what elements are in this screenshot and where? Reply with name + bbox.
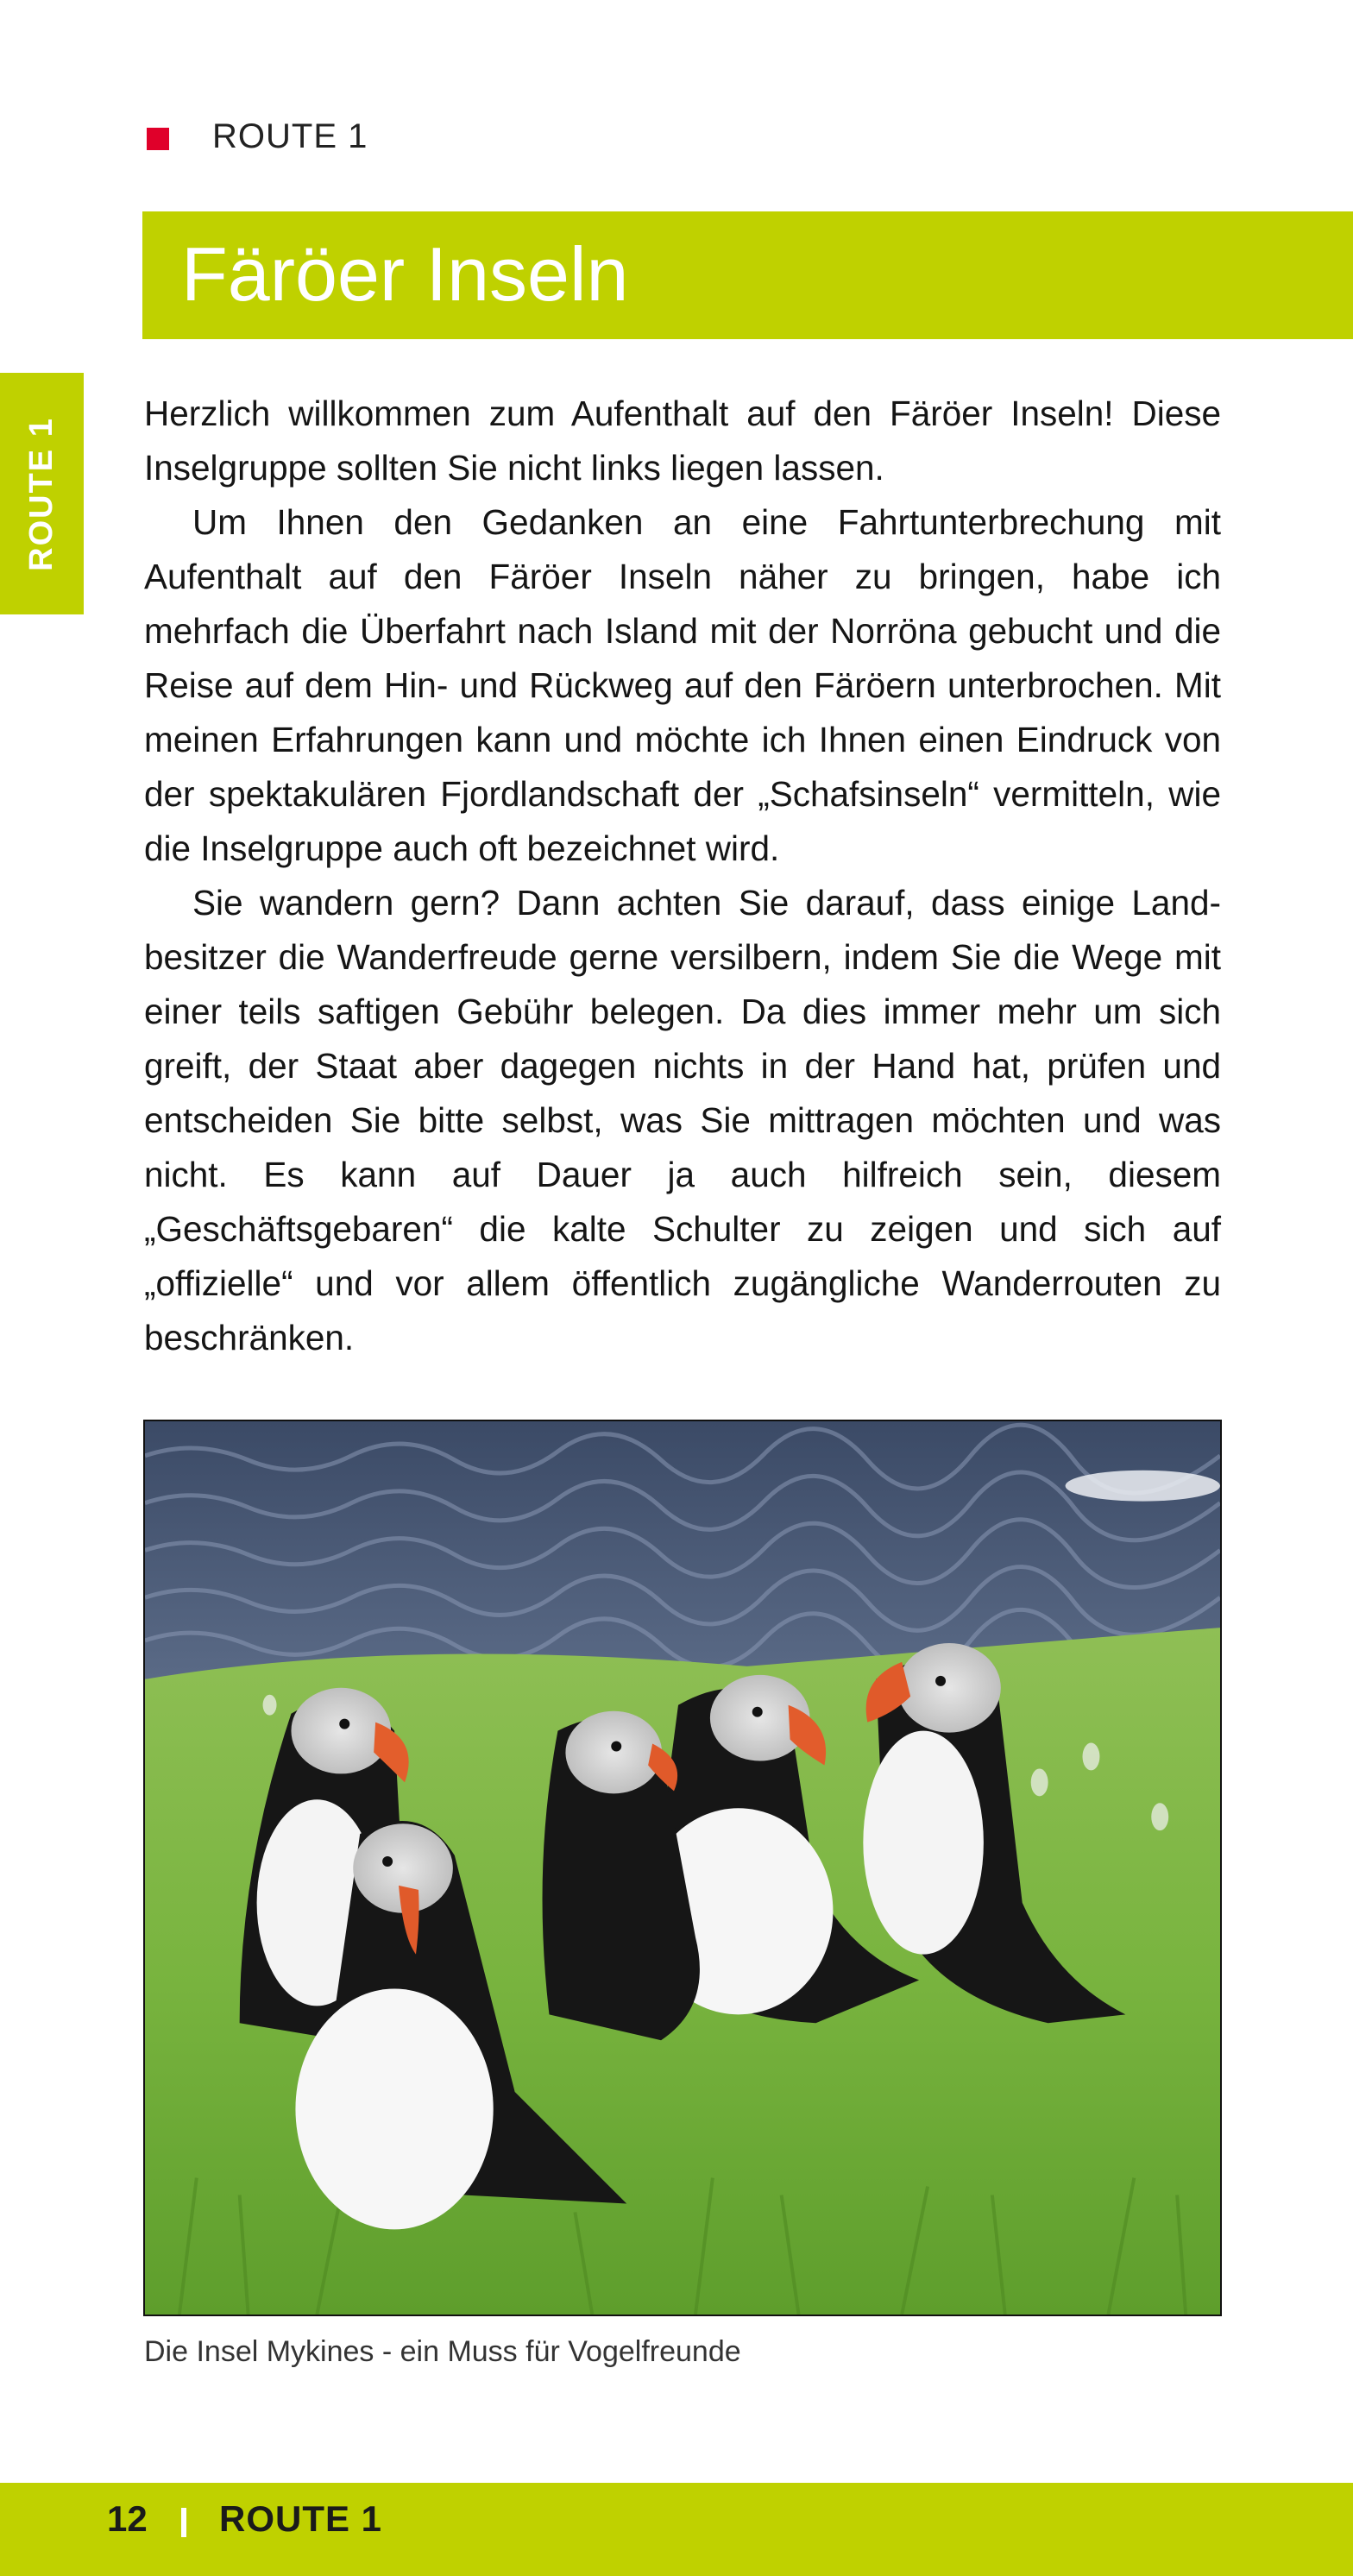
photo-caption: Die Insel Mykines - ein Muss für Vogelfreunde (144, 2335, 741, 2368)
paragraph-1: Herzlich willkommen zum Aufenthalt auf den Färöer Inseln! Diese Inselgruppe sollten Sie nicht links liegen lassen. (144, 394, 1221, 488)
paragraph-3: Sie wandern gern? Dann achten Sie darauf, dass einige Landbesitzer die Wanderfreude gerne versilbern, indem Sie die Wege mit einer teils saftigen Gebühr belegen. Da dies immer mehr um sich greift, der Staat aber dagegen nichts in der Hand hat, prüfen und entscheiden Sie bitte selbst, was Sie mittragen möchten und was nicht. Es kann auf Dauer ja auch hilfreich sein, diesem „Geschäftsgebaren“ die kalte Schulter zu zeigen und sich auf „offizielle“ und vor allem öffentlich zugängliche Wanderrouten zu beschränken. (144, 883, 1221, 1357)
footer-bar (0, 2483, 1353, 2576)
side-tab-label-wrapper (0, 373, 84, 614)
route-marker-square (147, 128, 169, 150)
puffin-photo (143, 1420, 1222, 2316)
side-tab-label: ROUTE 1 (23, 416, 60, 571)
page-title: Färöer Inseln (181, 231, 629, 317)
footer-route-label: ROUTE 1 (219, 2498, 383, 2539)
puffin-illustration (145, 1421, 1220, 2315)
route-label: ROUTE 1 (212, 117, 368, 155)
sea-area (145, 1421, 1220, 1679)
seagull (1066, 1471, 1220, 1502)
body-text (144, 387, 1221, 1365)
paragraph-2: Um Ihnen den Gedanken an eine Fahrtunterbrechung mit Aufenthalt auf den Färöer Inseln näher zu bringen, habe ich mehrfach die Überfahrt nach Island mit der Norröna gebucht und die Reise auf dem Hin- und Rückweg auf den Färöern unterbrochen. Mit meinen Erfahrungen kann und möchte ich Ihnen einen Eindruck von der spektakulären Fjordlandschaft der „Schafsinseln“ vermitteln, wie die Inselgruppe auch oft bezeichnet wird. (144, 502, 1221, 868)
page-number: 12 (107, 2498, 148, 2539)
footer-separator (181, 2508, 186, 2537)
